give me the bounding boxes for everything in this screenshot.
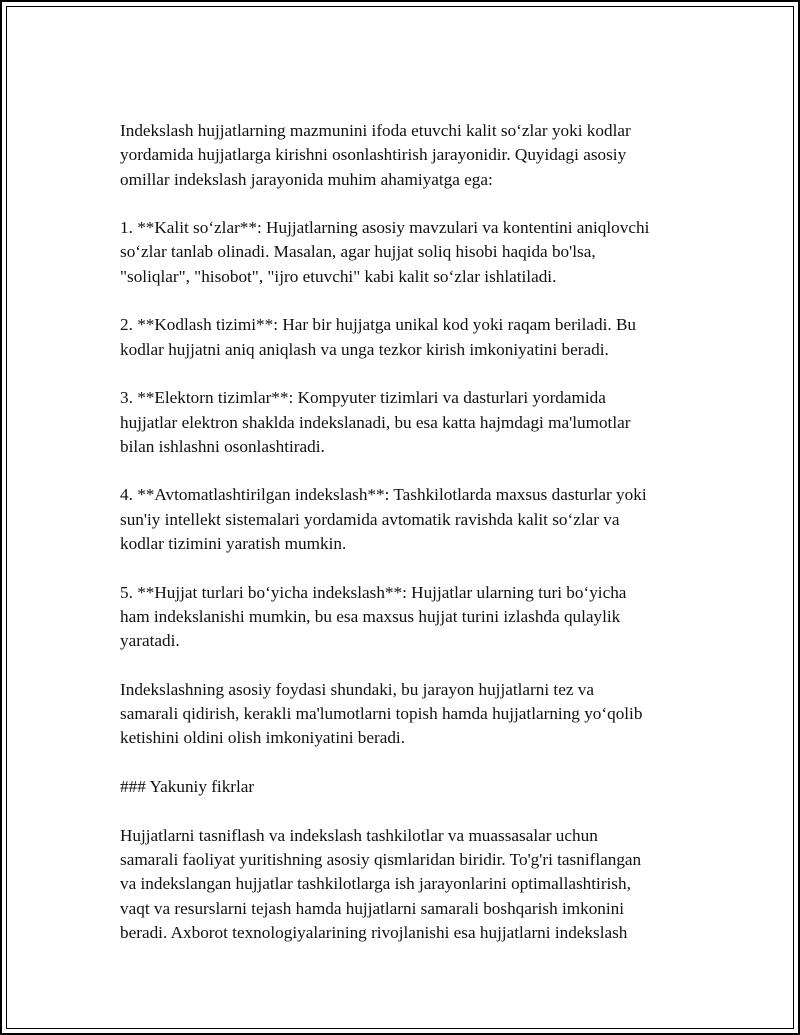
text-line: ### Yakuniy fikrlar [120,777,255,797]
text-line: so‘zlar tanlab olinadi. Masalan, agar hujjat soliq hisobi haqida bo'lsa, [120,242,596,262]
list-item-coding-system [120,313,700,362]
text-line: "soliqlar", "hisobot", "ijro etuvchi" kabi kalit so‘zlar ishlatiladi. [120,266,557,286]
text-line: Indekslash hujjatlarning mazmunini ifoda etuvchi kalit so‘zlar yoki kodlar [120,121,631,140]
text-line: bilan ishlashni osonlashtiradi. [120,436,325,456]
text-line: 2. **Kodlash tizimi**: Har bir hujjatga unikal kod yoki raqam beriladi. Bu [120,315,637,335]
text-line: 4. **Avtomatlashtirilgan indekslash**: Tashkilotlarda maxsus dasturlar yoki [120,485,647,505]
text-line: samarali faoliyat yuritishning asosiy qismlaridan biridir. To'g'ri tasniflangan [120,849,642,869]
text-line: yaratadi. [120,631,180,651]
text-line: va indekslangan hujjatlar tashkilotlarga ish jarayonlarini optimallashtirish, [120,874,631,894]
text-line: 3. **Elektorn tizimlar**: Kompyuter tizimlari va dasturlari yordamida [120,388,606,408]
text-line: omillar indekslash jarayonida muhim ahamiyatga ega: [120,169,493,189]
text-line: samarali qidirish, kerakli ma'lumotlarni topish hamda hujjatlarning yo‘qolib [120,704,643,724]
conclusion-paragraph [120,824,700,945]
text-line: beradi. Axborot texnologiyalarining rivojlanishi esa hujjatlarni indekslash [120,922,628,942]
text-line: Hujjatlarni tasniflash va indekslash tashkilotlar va muassasalar uchun [120,825,598,845]
list-item-keywords [120,216,700,289]
list-item-electronic-systems [120,386,700,459]
text-line: 5. **Hujjat turlari bo‘yicha indekslash**: Hujjatlar ularning turi bo‘yicha [120,582,627,602]
text-line: yordamida hujjatlarga kirishni osonlashtirish jarayonidir. Quyidagi asosiy [120,145,627,165]
text-line: 1. **Kalit so‘zlar**: Hujjatlarning asosiy mavzulari va kontentini aniqlovchi [120,218,650,238]
benefit-paragraph [120,678,700,751]
text-line: kodlar tizimini yaratish mumkin. [120,534,347,554]
text-line: hujjatlar elektron shaklda indekslanadi, bu esa katta hajmdagi ma'lumotlar [120,412,631,432]
text-line: ketishini oldini olish imkoniyatini beradi. [120,728,406,748]
text-line: vaqt va resurslarni tejash hamda hujjatlarni samarali boshqarish imkonini [120,898,625,918]
text-line: Indekslashning asosiy foydasi shundaki, bu jarayon hujjatlarni tez va [120,679,594,699]
list-item-automated-indexing [120,483,700,556]
section-heading [120,775,700,799]
text-line: ham indekslanishi mumkin, bu esa maxsus hujjat turini izlashda qulaylik [120,606,621,626]
list-item-document-types [120,581,700,654]
text-line: sun'iy intellekt sistemalari yordamida avtomatik ravishda kalit so‘zlar va [120,509,620,529]
document-body [120,119,700,969]
text-line: kodlar hujjatni aniq aniqlash va unga tezkor kirish imkoniyatini beradi. [120,339,609,359]
intro-paragraph [120,119,700,192]
